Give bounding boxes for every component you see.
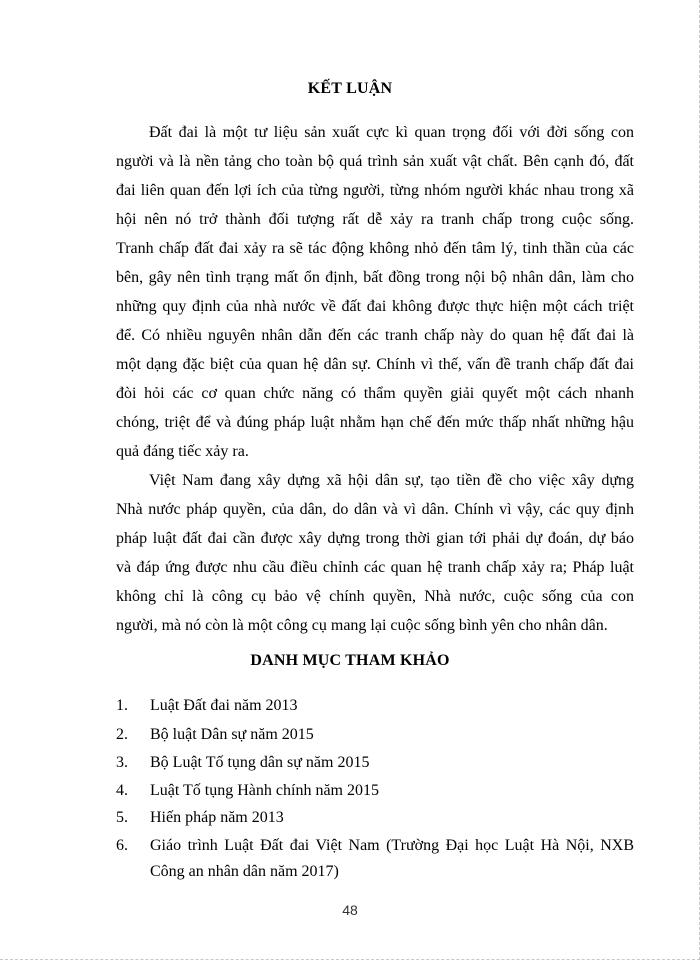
reference-text: Giáo trình Luật Đất đai Việt Nam (Trường Đại học Luật Hà Nội, NXB [150,837,634,854]
reference-number: 5. [116,809,128,826]
reference-text: Công an nhân dân năm 2017) [150,863,339,880]
reference-number: 1. [116,697,128,714]
reference-number: 4. [116,782,128,799]
paragraph-line: pháp luật đất đai cần được xây dựng trong thời gian tới phải dự đoán, dự báo [116,530,634,547]
page-number: 48 [342,902,358,918]
paragraph-line: Việt Nam đang xây dựng xã hội dân sự, tạo tiền đề cho việc xây dựng [149,472,634,489]
paragraph-line: đai liên quan đến lợi ích của từng người, từng nhóm người khác nhau trong xã [116,182,634,199]
paragraph-line: người, mà nó còn là một công cụ mang lại cuộc sống bình yên cho nhân dân. [116,617,608,634]
paragraph-line: người và là nền tảng cho toàn bộ quá trình sản xuất vật chất. Bên cạnh đó, đất [116,153,634,170]
paragraph-line: chóng, triệt để và đúng pháp luật nhằm hạn chế đến mức thấp nhất những hậu [116,414,634,431]
conclusion-title: KẾT LUẬN [307,80,393,97]
paragraph-line: và đáp ứng được nhu cầu điều chỉnh các quan hệ tranh chấp xảy ra; Pháp luật [116,559,634,576]
reference-text: Luật Đất đai năm 2013 [150,697,298,714]
paragraph-line: một dạng đặc biệt của quan hệ dân sự. Chính vì thế, vấn đề tranh chấp đất đai [116,356,634,373]
paragraph-line: Nhà nước pháp quyền, của dân, do dân và vì dân. Chính vì vậy, các quy định [116,501,634,518]
paragraph-line: không chỉ là công cụ bảo vệ chính quyền, Nhà nước, cuộc sống của con [116,588,634,605]
references-title: DANH MỤC THAM KHẢO [250,652,450,669]
reference-text: Bộ luật Dân sự năm 2015 [150,726,314,743]
paragraph-line: Tranh chấp đất đai xảy ra sẽ tác động không nhỏ đến tâm lý, tinh thần của các [116,240,634,257]
reference-number: 2. [116,726,128,743]
reference-number: 6. [116,837,128,854]
reference-text: Luật Tố tụng Hành chính năm 2015 [150,782,379,799]
reference-text: Hiến pháp năm 2013 [150,809,284,826]
paragraph-line: bên, gây nên tình trạng mất ổn định, bất đồng trong nội bộ nhân dân, làm cho [116,269,634,286]
paragraph-line: quả đáng tiếc xảy ra. [116,443,249,460]
reference-number: 3. [116,754,128,771]
paragraph-line: đòi hỏi các cơ quan chức năng có thẩm quyền giải quyết một cách nhanh [116,385,634,402]
paragraph-line: hội nên nó trở thành đối tượng rất dễ xảy ra tranh chấp trong cuộc sống. [116,211,634,228]
reference-text: Bộ Luật Tố tụng dân sự năm 2015 [150,754,370,771]
paragraph-line: để. Có nhiều nguyên nhân dẫn đến các tranh chấp này do quan hệ đất đai là [116,327,634,344]
paragraph-line: những quy định của nhà nước về đất đai không được thực hiện một cách triệt [116,298,634,315]
paragraph-line: Đất đai là một tư liệu sản xuất cực kì quan trọng đối với đời sống con [149,124,634,141]
